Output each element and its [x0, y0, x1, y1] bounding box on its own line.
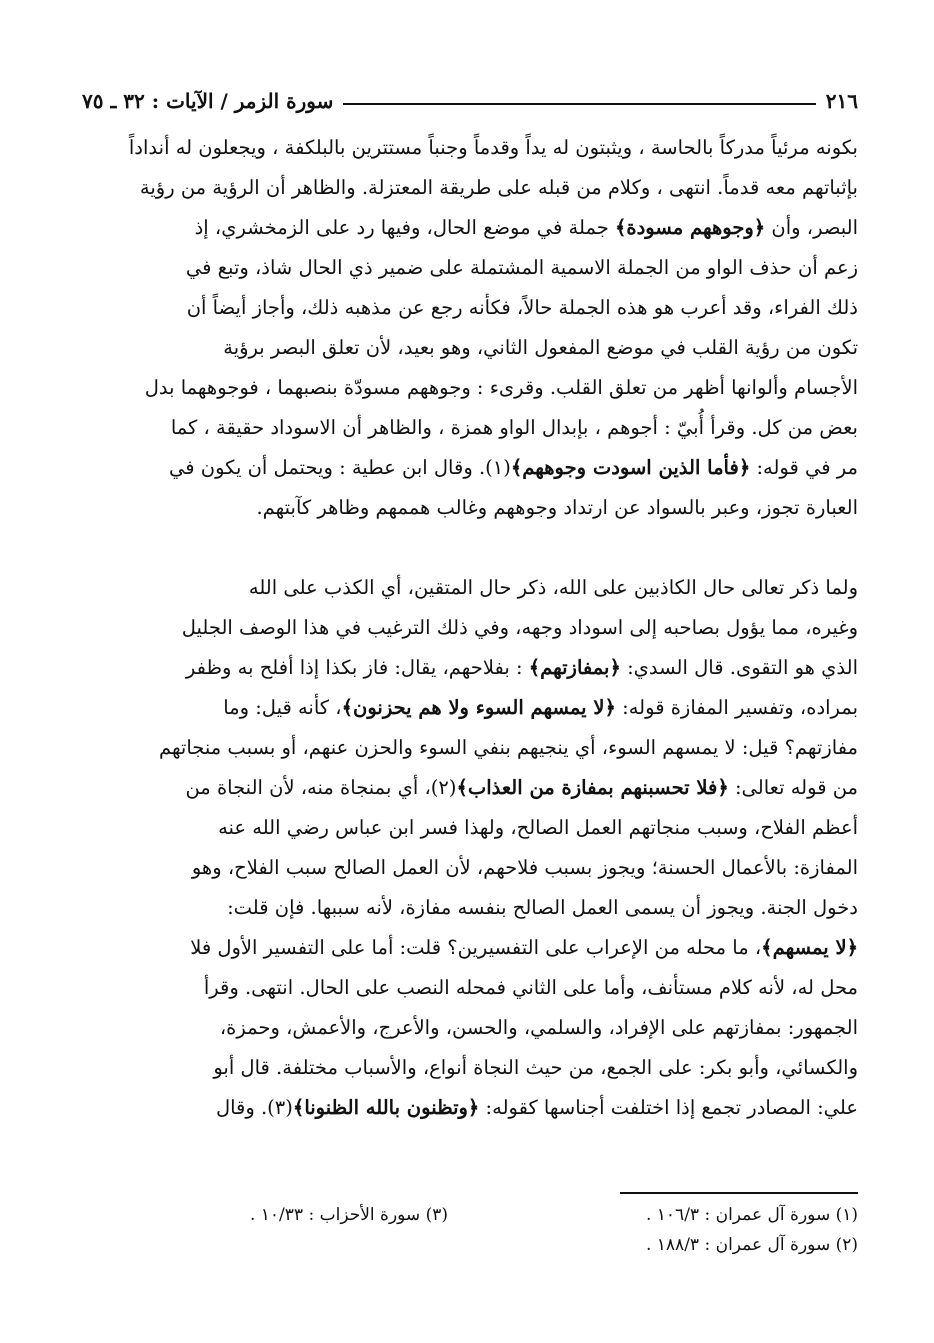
footnote-1: (١) سورة آل عمران : ١٠٦/٣ .	[645, 1205, 858, 1225]
text-line: بعض من كل. وقرأ أُبيّ : أجوهم ، بإبدال الواو همزة ، والظاهر أن الاسوداد حقيقة ، كما	[170, 416, 858, 439]
page-number: ٢١٦	[825, 89, 858, 113]
quran-quote: ﴿فأما الذين اسودت وجوههم﴾	[510, 456, 751, 479]
quran-quote: ﴿فلا تحسبنهم بمفازة من العذاب﴾	[456, 776, 729, 799]
text-line: المفازة: بالأعمال الحسنة؛ ويجوز بسبب فلاحهم، لأن العمل الصالح سبب الفلاح، وهو	[191, 856, 858, 879]
footnote-row	[82, 1200, 858, 1230]
page-header	[82, 84, 858, 118]
text-line: من قوله تعالى: ﴿فلا تحسبنهم بمفازة من العذاب﴾(٢)، أي بمنجاة منه، لأن النجاة من	[185, 776, 858, 799]
quran-quote: ﴿لا يمسهم﴾	[761, 936, 858, 959]
text-line: وغيره، مما يؤول بصاحبه إلى اسوداد وجهه، وفي ذلك الترغيب في هذا الوصف الجليل	[181, 616, 858, 639]
quran-quote: ﴿لا يمسهم السوء ولا هم يحزنون﴾	[341, 696, 616, 719]
footnote-rule	[620, 1192, 858, 1194]
quran-quote: ﴿وتظنون بالله الظنونا﴾	[292, 1096, 480, 1119]
footnote-3: (٣) سورة الأحزاب : ١٠/٣٣ .	[249, 1205, 448, 1225]
text-line: محل له، لأنه كلام مستأنف، وأما على الثاني فمحله النصب على الحال. انتهى. وقرأ	[203, 976, 858, 999]
text-line: الجمهور: بمفازتهم على الإفراد، والسلمي، والحسن، والأعرج، والأعمش، وحمزة،	[219, 1016, 858, 1039]
paragraph-2	[82, 568, 858, 1128]
text-line: بمراده، وتفسير المفازة قوله: ﴿لا يمسهم السوء ولا هم يحزنون﴾، كأنه قيل: وما	[223, 696, 858, 719]
footnote-row	[82, 1230, 858, 1260]
text-line: البصر، وأن ﴿وجوههم مسودة﴾ جملة في موضع الحال، وفيها رد على الزمخشري، إذ	[194, 216, 858, 239]
quran-quote: ﴿بمفازتهم﴾	[528, 656, 621, 679]
text-line: زعم أن حذف الواو من الجملة الاسمية المشتملة على ضمير ذي الحال شاذ، وتبع في	[185, 256, 858, 279]
header-rule	[343, 103, 815, 105]
text-line: الذي هو التقوى. قال السدي: ﴿بمفازتهم﴾ : بفلاحهم، يقال: فاز بكذا إذا أفلح به وظفر	[185, 656, 858, 679]
text-line: دخول الجنة. ويجوز أن يسمى العمل الصالح بنفسه مفازة، لأنه سببها. فإن قلت:	[227, 896, 858, 919]
text-line: تكون من رؤية القلب في موضع المفعول الثاني، وهو بعيد، لأن تعلق البصر برؤية	[223, 336, 858, 359]
text-line: أعظم الفلاح، وسبب منجاتهم العمل الصالح، ولهذا فسر ابن عباس رضي الله عنه	[218, 816, 858, 839]
text-line: الأجسام وألوانها أظهر من تعلق القلب. وقرىء : وجوههم مسودّة بنصبهما ، فوجوههما بدل	[144, 376, 858, 399]
text-line: العبارة تجوز، وعبر بالسواد عن ارتداد وجوههم وغالب هممهم وظاهر كآبتهم.	[256, 496, 858, 519]
text-line: مفازتهم؟ قيل: لا يمسهم السوء، أي ينجيهم بنفي السوء والحزن عنهم، أو بسبب منجاتهم	[158, 736, 858, 759]
running-title: سورة الزمر / الآيات : ٣٢ ـ ٧٥	[82, 89, 334, 113]
text-line: ﴿لا يمسهم﴾، ما محله من الإعراب على التفسيرين؟ قلت: أما على التفسير الأول فلا	[190, 936, 858, 959]
paragraph-1	[82, 128, 858, 528]
text-line: بكونه مرئياً مدركاً بالحاسة ، ويثبتون له يداً وقدماً وجنباً مستترين بالبلكفة ، ويجعلون له أنداداً	[128, 136, 858, 159]
footnotes	[82, 1200, 858, 1260]
text-line: مر في قوله: ﴿فأما الذين اسودت وجوههم﴾(١). وقال ابن عطية : ويحتمل أن يكون في	[169, 456, 858, 479]
text-line: علي: المصادر تجمع إذا اختلفت أجناسها كقوله: ﴿وتظنون بالله الظنونا﴾(٣). وقال	[215, 1096, 858, 1119]
text-line: ذلك الفراء، وقد أعرب هو هذه الجملة حالاً، فكأنه رجع عن مذهبه ذلك، وأجاز أيضاً أن	[186, 296, 858, 319]
footnote-2: (٢) سورة آل عمران : ١٨٨/٣ .	[645, 1235, 858, 1255]
quran-quote: ﴿وجوههم مسودة﴾	[614, 216, 766, 239]
text-line: ولما ذكر تعالى حال الكاذبين على الله، ذكر حال المتقين، أي الكذب على الله	[248, 576, 858, 599]
text-line: والكسائي، وأبو بكر: على الجمع، من حيث النجاة أنواع، والأسباب مختلفة. قال أبو	[213, 1056, 858, 1079]
text-line: بإثباتهم معه قدماً. انتهى ، وكلام من قبله على طريقة المعتزلة. والظاهر أن الرؤية من رؤية	[139, 176, 858, 199]
